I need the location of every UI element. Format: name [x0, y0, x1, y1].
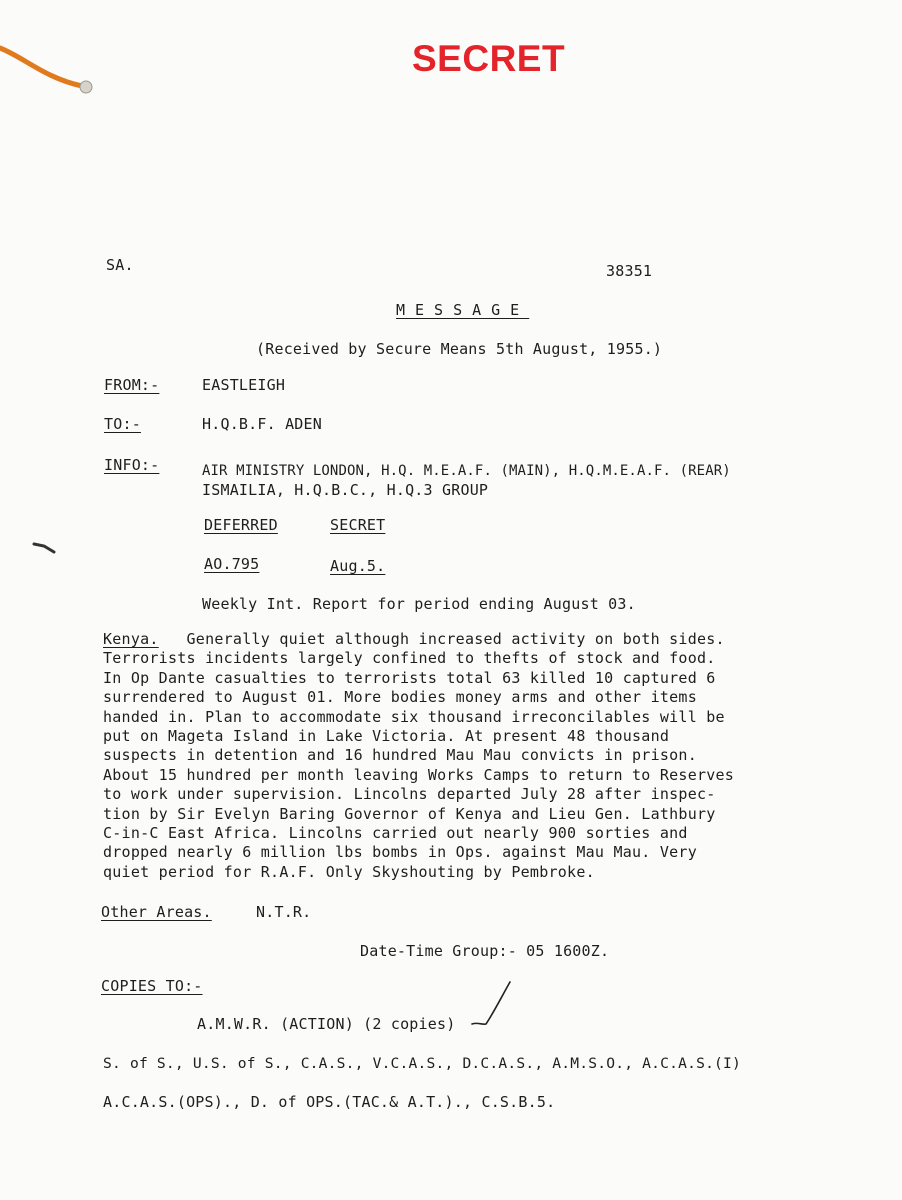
info-line-2: ISMAILIA, H.Q.B.C., H.Q.3 GROUP	[202, 481, 489, 499]
copies-action-line: A.M.W.R. (ACTION) (2 copies)	[197, 1015, 456, 1033]
info-label: INFO:-	[104, 456, 160, 474]
copies-label: COPIES TO:-	[101, 977, 203, 995]
document-title: MESSAGE	[396, 301, 530, 319]
kenya-line: About 15 hundred per month leaving Works Camps to return to Reserves	[103, 765, 735, 784]
handwritten-tick-icon	[470, 978, 515, 1030]
copies-distribution-line-1: S. of S., U.S. of S., C.A.S., V.C.A.S., D.C.A.S., A.M.S.O., A.C.A.S.(I)	[103, 1055, 742, 1072]
to-value: H.Q.B.F. ADEN	[202, 415, 322, 433]
kenya-line: Kenya. Generally quiet although increased activity on both sides.	[103, 630, 725, 648]
kenya-section	[103, 630, 734, 882]
precedence-secret: SECRET	[330, 516, 386, 534]
kenya-line: In Op Dante casualties to terrorists total 63 killed 10 captured 6	[103, 668, 716, 687]
received-line: (Received by Secure Means 5th August, 1955.)	[256, 340, 663, 358]
other-areas-heading: Other Areas.	[101, 903, 212, 921]
reference-number: 38351	[606, 262, 653, 280]
to-label: TO:-	[104, 415, 141, 433]
kenya-heading: Kenya.	[103, 630, 159, 648]
kenya-line: to work under supervision. Lincolns departed July 28 after inspec-	[103, 785, 716, 804]
copies-distribution-line-2: A.C.A.S.(OPS)., D. of OPS.(TAC.& A.T.)., C.S.B.5.	[103, 1093, 556, 1111]
kenya-line: put on Mageta Island in Lake Victoria. At present 48 thousand	[103, 727, 670, 746]
kenya-line: dropped nearly 6 million lbs bombs in Ops. against Mau Mau. Very	[103, 843, 697, 862]
date-time-group: Date-Time Group:- 05 1600Z.	[360, 942, 610, 960]
kenya-line: quiet period for R.A.F. Only Skyshouting by Pembroke.	[103, 862, 595, 881]
info-line-1: AIR MINISTRY LONDON, H.Q. M.E.A.F. (MAIN), H.Q.M.E.A.F. (REAR)	[202, 463, 731, 479]
other-areas-value: N.T.R.	[256, 903, 312, 921]
header-prefix: SA.	[106, 256, 134, 274]
kenya-line: C-in-C East Africa. Lincolns carried out nearly 900 sorties and	[103, 824, 688, 843]
classification-stamp: SECRET	[412, 38, 566, 79]
kenya-line: Terrorists incidents largely confined to thefts of stock and food.	[103, 649, 716, 668]
subject-line: Weekly Int. Report for period ending August 03.	[202, 595, 636, 613]
precedence-deferred: DEFERRED	[204, 516, 278, 534]
message-number: AO.795	[204, 555, 260, 573]
kenya-line: handed in. Plan to accommodate six thousand irreconcilables will be	[103, 707, 725, 726]
from-label: FROM:-	[104, 376, 160, 394]
kenya-line: suspects in detention and 16 hundred Mau Mau convicts in prison.	[103, 746, 697, 765]
message-date: Aug.5.	[330, 557, 386, 575]
kenya-line: surrendered to August 01. More bodies money arms and other items	[103, 688, 697, 707]
from-value: EASTLEIGH	[202, 376, 286, 394]
treasury-tag-string-icon	[0, 40, 110, 110]
ink-mark-icon	[32, 538, 58, 556]
kenya-line: tion by Sir Evelyn Baring Governor of Kenya and Lieu Gen. Lathbury	[103, 804, 716, 823]
